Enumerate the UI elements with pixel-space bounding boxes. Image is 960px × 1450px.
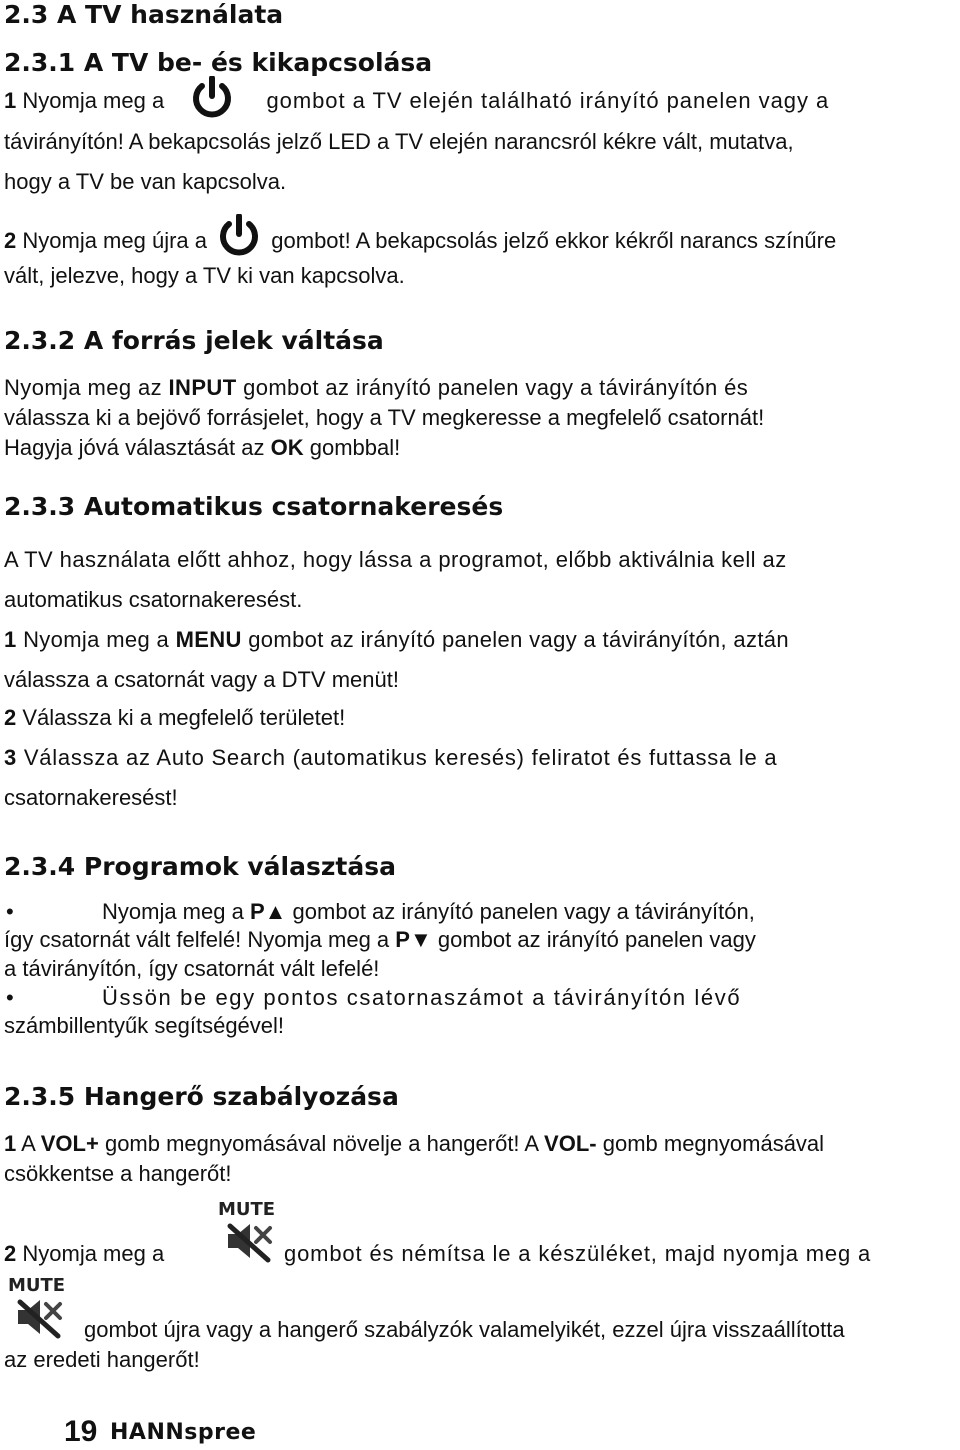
paragraph-line: 1 Nyomja meg a gombot a TV elején található irányító panelen vagy a — [4, 82, 940, 122]
section-title: 2.3 A TV használata — [4, 0, 284, 29]
paragraph-line: gombot és némítsa le a készüléket, majd nyomja meg a — [284, 1241, 872, 1266]
paragraph-line: Hagyja jóvá választását az OK gombbal! — [4, 435, 401, 460]
power-icon — [217, 214, 261, 254]
paragraph-line: az eredeti hangerőt! — [4, 1347, 200, 1372]
svg-text:MUTE: MUTE — [8, 1275, 66, 1296]
paragraph-line: 2 Nyomja meg a — [4, 1241, 165, 1266]
paragraph-line: Nyomja meg a P▲ gombot az irányító panelen vagy a távirányítón, — [102, 899, 755, 924]
paragraph-line: 2 Nyomja meg újra a gombot! A bekapcsolás jelző ekkor kékről narancs színűre — [4, 222, 836, 262]
mute-icon — [6, 1272, 76, 1347]
bullet-marker: • — [6, 899, 14, 924]
paragraph-line: Üssön be egy pontos csatornaszámot a távirányítón lévő — [102, 985, 742, 1010]
paragraph-line: 1 A VOL+ gomb megnyomásával növelje a hangerőt! A VOL- gomb megnyomásával — [4, 1131, 825, 1156]
paragraph-line: gombot újra vagy a hangerő szabályzók valamelyikét, ezzel újra visszaállította — [84, 1317, 845, 1342]
paragraph-line: 3 Válassza az Auto Search (automatikus keresés) feliratot és futtassa le a — [4, 745, 778, 770]
paragraph-line: 2 Válassza ki a megfelelő területet! — [4, 705, 346, 730]
subsection-title-2-3-3: 2.3.3 Automatikus csatornakeresés — [4, 492, 504, 521]
paragraph-line: csökkentse a hangerőt! — [4, 1161, 232, 1186]
paragraph-line: a távirányítón, így csatornát vált lefelé! — [4, 956, 380, 981]
subsection-title-2-3-5: 2.3.5 Hangerő szabályozása — [4, 1082, 399, 1111]
paragraph-line: vált, jelezve, hogy a TV ki van kapcsolva. — [4, 263, 405, 288]
paragraph-line: válassza ki a bejövő forrásjelet, hogy a TV megkeresse a megfelelő csatornát! — [4, 405, 765, 430]
paragraph-line: csatornakeresést! — [4, 785, 178, 810]
subsection-title-2-3-4: 2.3.4 Programok választása — [4, 852, 396, 881]
subsection-title-2-3-1: 2.3.1 A TV be- és kikapcsolása — [4, 48, 433, 77]
mute-icon — [216, 1196, 286, 1271]
paragraph-line: válassza a csatornát vagy a DTV menüt! — [4, 667, 399, 692]
paragraph-line: távirányítón! A bekapcsolás jelző LED a TV elején narancsról kékre vált, mutatva, — [4, 129, 794, 154]
paragraph-line: Nyomja meg az INPUT gombot az irányító panelen vagy a távirányítón és — [4, 375, 749, 400]
paragraph-line: A TV használata előtt ahhoz, hogy lássa a programot, előbb aktiválnia kell az — [4, 547, 787, 572]
bullet-marker: • — [6, 985, 14, 1010]
subsection-title-2-3-2: 2.3.2 A forrás jelek váltása — [4, 326, 384, 355]
power-icon — [190, 76, 234, 116]
paragraph-line: számbillentyűk segítségével! — [4, 1013, 285, 1038]
paragraph-line: automatikus csatornakeresést. — [4, 587, 303, 612]
svg-text:MUTE: MUTE — [218, 1199, 276, 1220]
paragraph-line: így csatornát vált felfelé! Nyomja meg a P▼ gombot az irányító panelen vagy — [4, 927, 756, 952]
paragraph-line: hogy a TV be van kapcsolva. — [4, 169, 287, 194]
paragraph-line: 1 Nyomja meg a MENU gombot az irányító panelen vagy a távirányítón, aztán — [4, 627, 789, 652]
brand-logo: HANNspree — [110, 1420, 257, 1445]
page-number: 19 — [64, 1415, 98, 1448]
